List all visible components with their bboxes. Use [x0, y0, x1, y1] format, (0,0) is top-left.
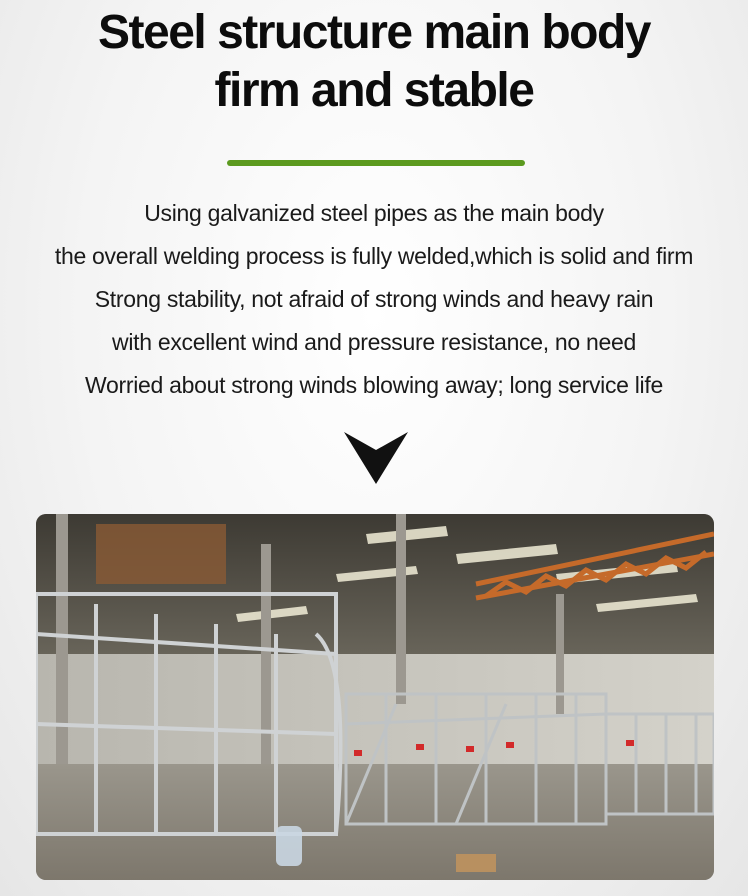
- description-line: the overall welding process is fully welded,which is solid and firm: [54, 243, 694, 269]
- title-line-2: firm and stable: [214, 64, 534, 117]
- accent-divider: [227, 160, 525, 166]
- chevron-down-icon: [344, 432, 408, 484]
- steel-frame-workshop-image: [36, 514, 714, 880]
- description-line: Using galvanized steel pipes as the main body: [144, 200, 604, 226]
- page-title: [0, 4, 748, 120]
- description-line: with excellent wind and pressure resistance, no need: [112, 329, 636, 355]
- title-line-1: Steel structure main body: [98, 6, 650, 59]
- description: [0, 192, 748, 407]
- factory-photo: [36, 514, 714, 880]
- description-line: Strong stability, not afraid of strong winds and heavy rain: [94, 286, 654, 312]
- description-line: Worried about strong winds blowing away; long service life: [85, 372, 663, 398]
